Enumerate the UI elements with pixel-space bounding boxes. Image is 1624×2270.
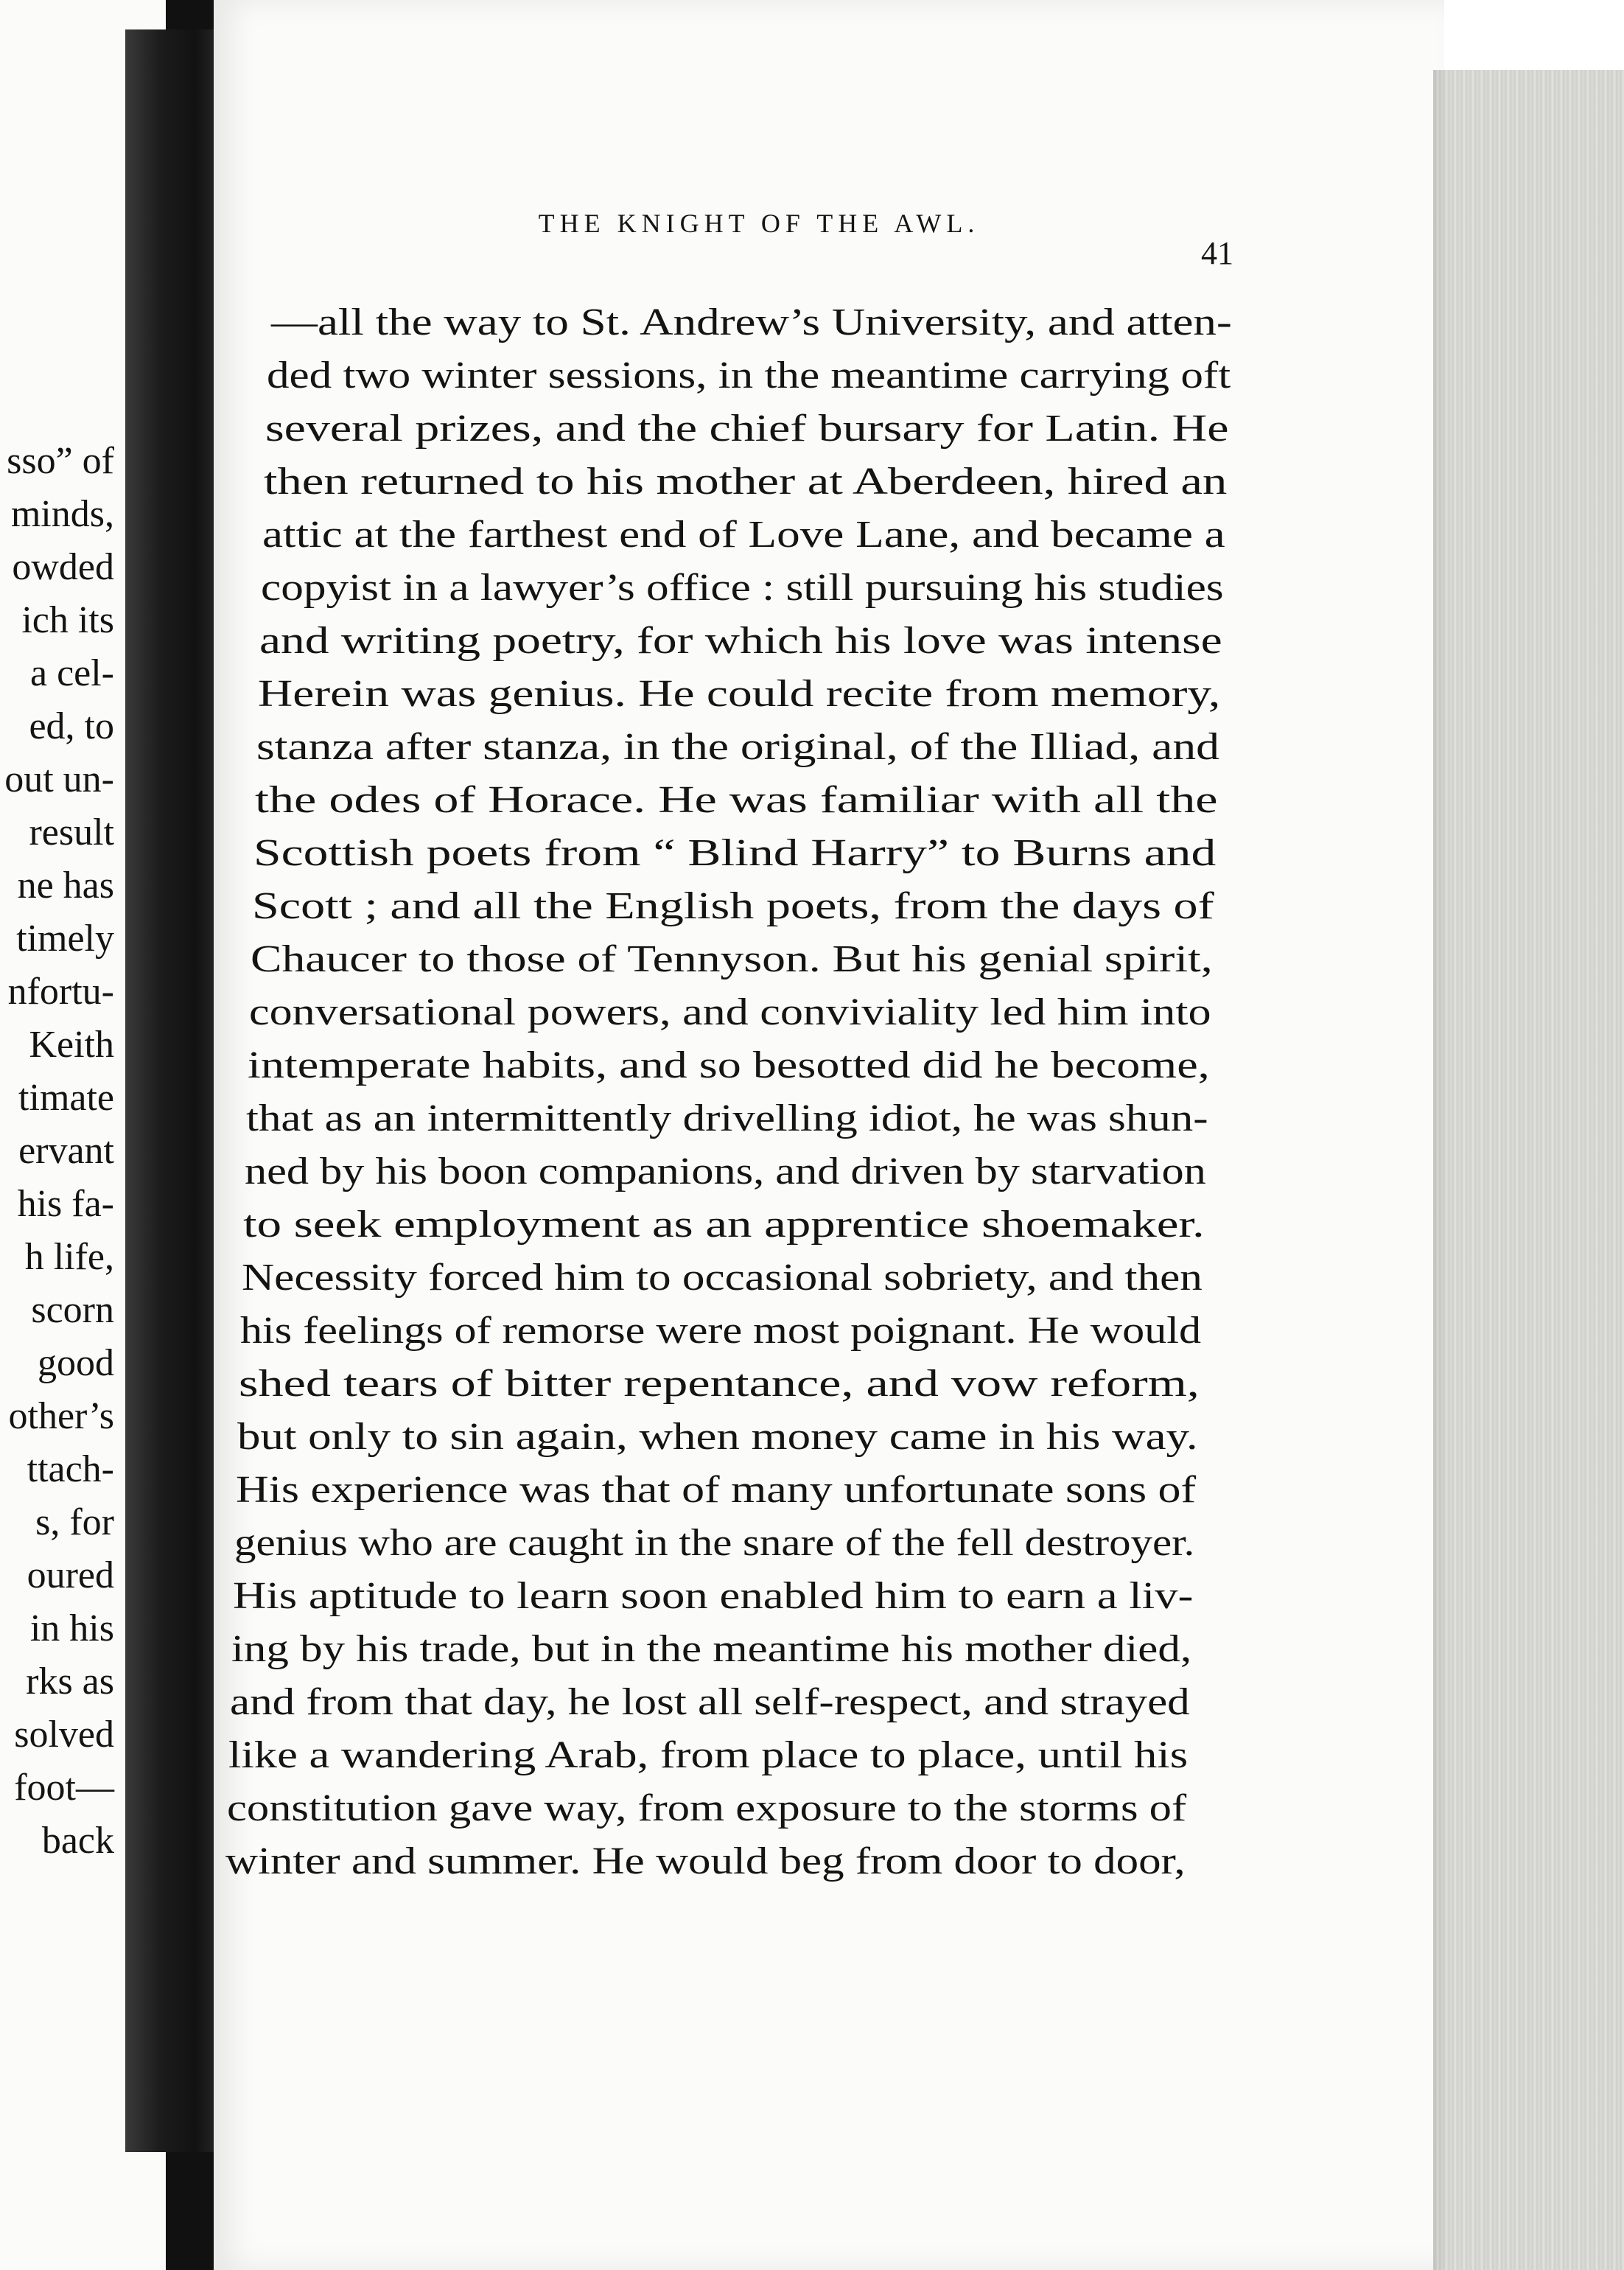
body-text-line: —all the way to St. Andrew’s University, and atten- [271,301,1232,343]
body-text-line: Herein was genius. He could recite from memory, [258,673,1221,715]
left-page-line: scorn [31,1289,114,1331]
left-page-line: ne has [17,865,114,907]
body-text-line: His aptitude to learn soon enabled him to earn a liv- [233,1575,1194,1617]
left-page-line: good [38,1342,114,1384]
body-text-line: ned by his boon companions, and driven by starvation [245,1150,1206,1192]
body-text-line: ded two winter sessions, in the meantime carrying oft [267,355,1231,397]
body-text-line: Necessity forced him to occasional sobriety, and then [242,1257,1203,1299]
left-page-line: a cel- [29,652,114,694]
left-page-line: ich its [21,599,114,641]
body-text-line: Scottish poets from “ Blind Harry” to Burns and [253,832,1217,874]
left-page-line: h life, [24,1236,114,1278]
left-page-line: Keith [29,1024,114,1066]
page-number: 41 [1201,235,1233,271]
left-page-line: sso” of [7,440,114,482]
body-text-line: conversational powers, and conviviality led him into [249,991,1211,1033]
body-text-line: that as an intermittently drivelling idiot, he was shun- [246,1097,1208,1139]
body-text-line: constitution gave way, from exposure to the storms of [227,1787,1187,1829]
body-text-line: but only to sin again, when money came in his way. [237,1416,1198,1458]
left-page-line: result [29,811,114,853]
left-page-line: rks as [26,1660,114,1702]
left-page-line: nfortu- [7,971,114,1013]
page-block-edges [1433,70,1624,2270]
body-text-line: winter and summer. He would beg from door to door, [225,1840,1186,1882]
left-page-line: oured [27,1554,114,1596]
running-head: THE KNIGHT OF THE AWL. [538,209,980,238]
body-text-line: ing by his trade, but in the meantime his mother died, [231,1628,1192,1670]
body-text-line: His experience was that of many unfortunate sons of [236,1469,1197,1511]
left-page-line: timely [16,918,114,960]
left-page-line: his fa- [17,1183,114,1225]
left-page-line: timate [18,1077,114,1119]
left-page-line: minds, [10,493,114,535]
body-text-line: several prizes, and the chief bursary for Latin. He [265,408,1229,450]
body-text-line: genius who are caught in the snare of the fell destroyer. [234,1522,1195,1564]
left-page-line: back [41,1820,114,1862]
body-text-line: Chaucer to those of Tennyson. But his genial spirit, [251,938,1213,980]
left-page-line: owded [12,546,114,588]
body-text-line: and writing poetry, for which his love was intense [259,620,1222,662]
left-page-line: solved [14,1714,114,1756]
body-text-line: then returned to his mother at Aberdeen, hired an [264,461,1228,503]
body-text-line: to seek employment as an apprentice shoemaker. [243,1204,1205,1246]
body-text-line: attic at the farthest end of Love Lane, and became a [262,514,1225,556]
left-page-line: out un- [4,758,114,800]
left-page-line: ed, to [29,705,114,747]
body-text-line: Scott ; and all the English poets, from the days of [252,885,1214,927]
body-text-line: shed tears of bitter repentance, and vow reform, [239,1363,1200,1405]
body-text-line: stanza after stanza, in the original, of the Illiad, and [256,726,1219,768]
left-page-line: foot— [14,1767,114,1809]
left-page-line: other’s [8,1395,114,1437]
left-page-line: in his [29,1607,114,1649]
left-page-line: s, for [35,1501,114,1543]
body-text-line: like a wandering Arab, from place to place, until his [228,1734,1189,1776]
body-text-line: intemperate habits, and so besotted did he become, [248,1044,1210,1086]
body-text-line: and from that day, he lost all self-respect, and strayed [230,1681,1190,1723]
book-spine-shadow [125,29,225,2152]
body-text-line: his feelings of remorse were most poignant. He would [240,1310,1202,1352]
left-page-line: ervant [18,1130,114,1172]
body-text-line: the odes of Horace. He was familiar with all the [255,779,1218,821]
left-page-line: ttach- [27,1448,114,1490]
body-text-line: copyist in a lawyer’s office : still pursuing his studies [261,567,1224,609]
